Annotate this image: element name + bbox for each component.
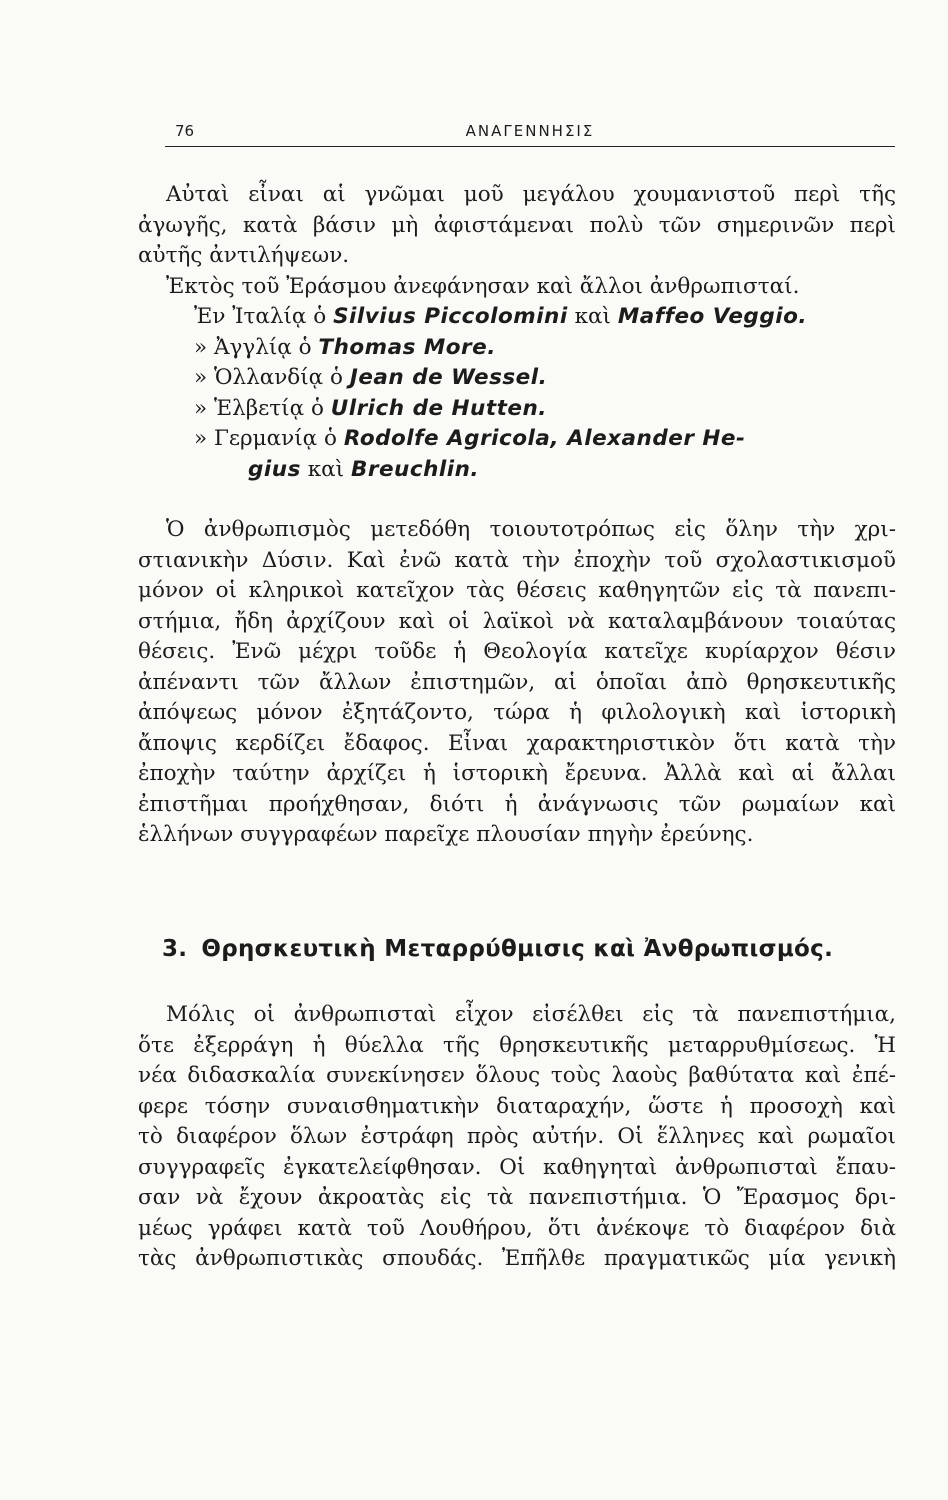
text-line: στιανικὴν Δύσιν. Καὶ ἐνῶ κατὰ τὴν ἐποχὴν τοῦ σχολαστικισμοῦ bbox=[138, 547, 896, 573]
humanist-names: Breuchlin. bbox=[350, 456, 480, 482]
text-line: συγγραφεῖς ἐγκατελείφθησαν. Οἱ καθηγηταὶ ἀνθρωπισταὶ ἔπαυ- bbox=[138, 1154, 896, 1180]
text-line: φερε τόσην συναισθηματικὴν διαταραχήν, ὥστε ἡ προσοχὴ καὶ bbox=[138, 1093, 896, 1119]
text-line: ἄποψις κερδίζει ἔδαφος. Εἶναι χαρακτηριστικὸν ὅτι κατὰ τὴν bbox=[138, 730, 896, 756]
text-line: ἀγωγῆς, κατὰ βάσιν μὴ ἀφιστάμεναι πολὺ τῶν σημερινῶν περὶ bbox=[138, 212, 896, 238]
paragraph-education-views bbox=[138, 180, 896, 485]
text-line: ἀπόψεως μόνον ἐξητάζοντο, τώρα ἡ φιλολογικὴ καὶ ἱστορικὴ bbox=[138, 700, 896, 725]
text-line: Μόλις οἱ ἀνθρωπισταὶ εἶχον εἰσέλθει εἰς τὰ πανεπιστήμια, bbox=[166, 1002, 896, 1027]
text-line: νέα διδασκαλία συνεκίνησεν ὅλους τοὺς λαοὺς βαθύτατα καὶ ἐπέ- bbox=[138, 1063, 896, 1088]
humanist-entry-england: » Ἀγγλίᾳ ὁ Thomas More. bbox=[194, 334, 496, 360]
text-line: μέως γράφει κατὰ τοῦ Λουθήρου, ὅτι ἀνέκοψε τὸ διαφέρον διὰ bbox=[138, 1215, 896, 1241]
text-line: ἀπέναντι τῶν ἄλλων ἐπιστημῶν, αἱ ὁποῖαι ἀπὸ θρησκευτικῆς bbox=[138, 669, 896, 695]
text-line: Ὁ ἀνθρωπισμὸς μετεδόθη τοιουτοτρόπως εἰς ὅλην τὴν χρι- bbox=[166, 517, 896, 542]
section-number: 3. bbox=[162, 936, 188, 962]
text-line: Αὐταὶ εἶναι αἱ γνῶμαι μοῦ μεγάλου χουμανιστοῦ περὶ τῆς bbox=[166, 182, 896, 207]
text-line: ὅτε ἐξερράγη ἡ θύελλα τῆς θρησκευτικῆς μεταρρυθμίσεως. Ἡ bbox=[138, 1032, 896, 1058]
humanist-entry-holland: » Ὁλλανδίᾳ ὁ Jean de Wessel. bbox=[194, 365, 548, 390]
section-title: Θρησκευτικὴ Μεταρρύθμισις καὶ Ἀνθρωπισμός. bbox=[201, 936, 834, 962]
header-rule bbox=[165, 146, 895, 147]
humanist-entry-switzerland: » Ἑλβετίᾳ ὁ Ulrich de Hutten. bbox=[194, 395, 547, 421]
text-line: τὰς ἀνθρωπιστικὰς σπουδάς. Ἐπῆλθε πραγματικῶς μία γενικὴ bbox=[138, 1246, 896, 1271]
humanist-names: Maffeo Veggio. bbox=[617, 304, 808, 329]
humanist-names: gius bbox=[248, 456, 301, 482]
humanist-names: Silvius Piccolomini bbox=[333, 304, 568, 329]
paragraph-reformation bbox=[138, 1000, 896, 1275]
page-number: 76 bbox=[175, 122, 195, 140]
text-line: στήμια, ἤδη ἀρχίζουν καὶ οἱ λαϊκοὶ νὰ καταλαμβάνουν τοιαύτας bbox=[138, 608, 896, 634]
text-line: αὐτῆς ἀντιλήψεων. bbox=[138, 243, 350, 268]
humanist-entry-germany-cont: gius καὶ Breuchlin. bbox=[248, 456, 480, 482]
text-line: ἐπιστῆμαι προήχθησαν, διότι ἡ ἀνάγνωσις τῶν ρωμαίων καὶ bbox=[138, 791, 896, 817]
humanist-entry-germany: » Γερμανίᾳ ὁ Rodolfe Agricola, Alexander He- bbox=[194, 426, 746, 451]
text-line: ἑλλήνων συγγραφέων παρεῖχε πλουσίαν πηγὴν ἐρεύνης. bbox=[138, 822, 754, 847]
humanist-names: Ulrich de Hutten. bbox=[330, 395, 547, 421]
paragraph-humanism-spread bbox=[138, 515, 896, 851]
text-line: τὸ διαφέρον ὅλων ἐστράφη πρὸς αὐτήν. Οἱ ἕλληνες καὶ ρωμαῖοι bbox=[138, 1124, 896, 1149]
humanist-entry-italy: Ἐν Ἰταλίᾳ ὁ Silvius Piccolomini καὶ Maffeo Veggio. bbox=[194, 304, 808, 329]
text-line: μόνον οἱ κληρικοὶ κατεῖχον τὰς θέσεις καθηγητῶν εἰς τὰ πανεπι- bbox=[138, 578, 896, 603]
section-heading bbox=[162, 936, 902, 962]
page-header bbox=[165, 122, 895, 148]
humanist-names: Thomas More. bbox=[318, 334, 496, 360]
text-line: σαν νὰ ἔχουν ἀκροατὰς εἰς τὰ πανεπιστήμια. Ὁ Ἔρασμος δρι- bbox=[138, 1185, 896, 1210]
humanist-names: Rodolfe Agricola, Alexander He- bbox=[343, 426, 746, 451]
text-line: ἐποχὴν ταύτην ἀρχίζει ἡ ἱστορικὴ ἔρευνα. Ἀλλὰ καὶ αἱ ἄλλαι bbox=[138, 761, 896, 786]
running-title: ΑΝΑΓΕΝΝΗΣΙΣ bbox=[465, 122, 595, 140]
text-line: θέσεις. Ἐνῶ μέχρι τοῦδε ἡ Θεολογία κατεῖχε κυρίαρχον θέσιν bbox=[138, 639, 896, 664]
humanists-intro: Ἐκτὸς τοῦ Ἐράσμου ἀνεφάνησαν καὶ ἄλλοι ἀνθρωπισταί. bbox=[166, 273, 800, 299]
humanist-names: Jean de Wessel. bbox=[349, 365, 548, 390]
